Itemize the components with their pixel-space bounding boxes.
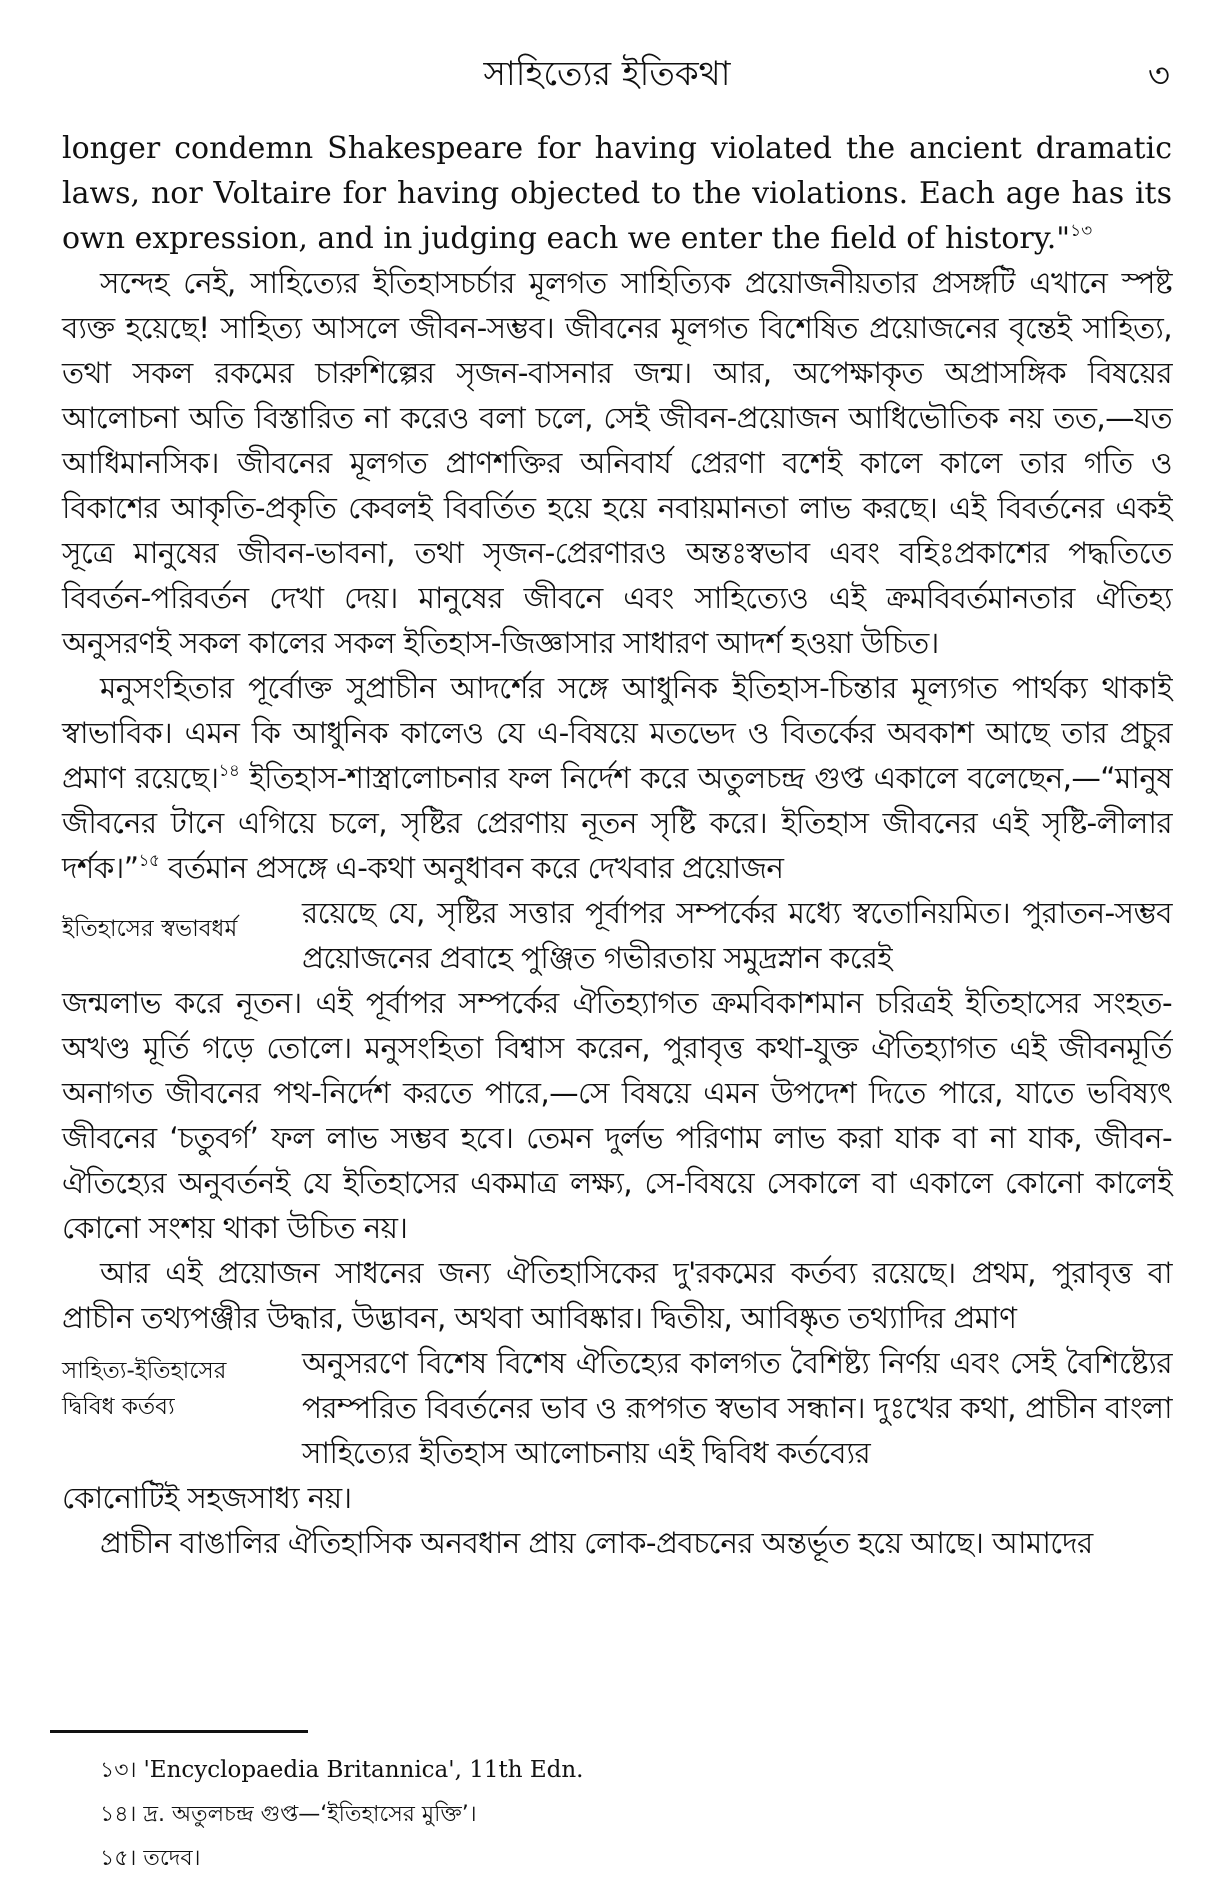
footnote-number: ১৪। <box>100 1802 137 1827</box>
footnote-text: 'Encyclopaedia Britannica', 11th Edn. <box>143 1757 584 1783</box>
paragraph-2-part-b: ইতিহাস-শাস্ত্রালোচনার ফল নির্দেশ করে অতুলচন্দ্র গুপ্ত একালে বলেছেন,—“মানুষ জীবনের টানে এগিয়ে চলে, সৃষ্টির প্রেরণায় নূতন সৃষ্টি করে। ইতিহাস জীবনের এই সৃষ্টি-লীলার দর্শক।” <box>62 761 1172 885</box>
margin-note-2-line-2: দ্বিবিধ কর্তব্য <box>62 1394 175 1420</box>
paragraph-2-side-text: রয়েছে যে, সৃষ্টির সত্তার পূর্বাপর সম্পর্কের মধ্যে স্বতোনিয়মিত। পুরাতন-সম্ভব প্রয়োজনের প্রবাহে পুঞ্জিত গভীরতায় সমুদ্রস্নান করেই <box>302 896 1172 975</box>
footnote-text: তদেব। <box>143 1846 201 1871</box>
margin-note-2-line-1: সাহিত্য-ইতিহাসের <box>62 1358 227 1384</box>
paragraph-2-part-a: মনুসংহিতার পূর্বোক্ত সুপ্রাচীন আদর্শের সঙ্গে আধুনিক ইতিহাস-চিন্তার মূল্যগত পার্থক্য থাকাই স্বাভাবিক। এমন কি আধুনিক কালেও যে এ-বিষয়ে মতভেদ ও বিতর্কের অবকাশ আছে তার প্রচুর প্রমাণ রয়েছে। <box>62 671 1172 795</box>
paragraph-1: সন্দেহ নেই, সাহিত্যের ইতিহাসচর্চার মূলগত সাহিত্যিক প্রয়োজনীয়তার প্রসঙ্গটি এখানে স্পষ্ট ব্যক্ত হয়েছে! সাহিত্য আসলে জীবন-সম্ভব। জীবনের মূলগত বিশেষিত প্রয়োজনের বৃন্তেই সাহিত্য, তথা সকল রকমের চারুশিল্পের সৃজন-বাসনার জন্ম। আর, অপেক্ষাকৃত অপ্রাসঙ্গিক বিষয়ের আলোচনা অতি বিস্তারিত না করেও বলা চলে, সেই জীবন-প্রয়োজন আধিভৌতিক নয় তত,—যত আধিমানসিক। জীবনের মূলগত প্রাণশক্তির অনিবার্য প্রেরণা বশেই কালে কালে তার গতি ও বিকাশের আকৃতি-প্রকৃতি কেবলই বিবর্তিত হয়ে হয়ে নবায়মানতা লাভ করছে। এই বিবর্তনের একই সূত্রে মানুষের জীবন-ভাবনা, তথা সৃজন-প্রেরণারও অন্তঃস্বভাব এবং বহিঃপ্রকাশের পদ্ধতিতে বিবর্তন-পরিবর্তন দেখা দেয়। মানুষের জীবনে এবং সাহিত্যেও এই ক্রমবিবর্তমানতার ঐতিহ্য অনুসরণই সকল কালের সকল ইতিহাস-জিজ্ঞাসার সাধারণ আদর্শ হওয়া উচিত। <box>62 266 1172 660</box>
footnote-number: ১৩। <box>100 1758 137 1783</box>
page-number: ৩ <box>1147 56 1170 96</box>
paragraph-4: প্রাচীন বাঙালির ঐতিহাসিক অনবধান প্রায় লোক-প্রবচনের অন্তর্ভূত হয়ে আছে। আমাদের <box>100 1526 1093 1560</box>
footnote-ref-14: ১৪ <box>218 761 240 781</box>
margin-note-row-2 <box>62 1341 1172 1476</box>
footnotes <box>100 1748 1100 1881</box>
footnote-ref-13: ১৩ <box>1070 221 1093 241</box>
paragraph-2-continued: জন্মলাভ করে নূতন। এই পূর্বাপর সম্পর্কের ঐতিহ্যাগত ক্রমবিকাশমান চরিত্রই ইতিহাসের সংহত-অখণ্ড মূর্তি গড়ে তোলে। মনুসংহিতা বিশ্বাস করেন, পুরাবৃত্ত কথা-যুক্ত ঐতিহ্যাগত এই জীবনমূর্তি অনাগত জীবনের পথ-নির্দেশ করতে পারে,—সে বিষয়ে এমন উপদেশ দিতে পারে, যাতে ভবিষ্যৎ জীবনের ‘চতুবর্গ’ ফল লাভ সম্ভব হবে। তেমন দুর্লভ পরিণাম লাভ করা যাক বা না যাক, জীবন-ঐতিহ্যের অনুবর্তনই যে ইতিহাসের একমাত্র লক্ষ্য, সে-বিষয়ে সেকালে বা একালে কোনো কালেই কোনো সংশয় থাকা উচিত নয়। <box>62 986 1172 1245</box>
quote-text: longer condemn Shakespeare for having violated the ancient dramatic laws, nor Voltaire for having objected to the violations. Each age has its own expression, and in judging each we enter the field of history." <box>62 131 1172 256</box>
footnote-divider <box>50 1730 308 1733</box>
english-quote <box>62 126 1172 261</box>
paragraph-2-part-c: বর্তমান প্রসঙ্গে এ-কথা অনুধাবন করে দেখবার প্রয়োজন <box>159 851 784 885</box>
footnote-14 <box>100 1793 1100 1837</box>
margin-note-row-1 <box>62 891 1172 981</box>
paragraph-3-side-text: অনুসরণে বিশেষ বিশেষ ঐতিহ্যের কালগত বৈশিষ্ট্য নির্ণয় এবং সেই বৈশিষ্ট্যের পরম্পরিত বিবর্তনের ভাব ও রূপগত স্বভাব সন্ধান। দুঃখের কথা, প্রাচীন বাংলা সাহিত্যের ইতিহাস আলোচনায় এই দ্বিবিধ কর্তব্যের <box>302 1346 1172 1470</box>
body-text <box>62 126 1172 1566</box>
running-head: সাহিত্যের ইতিকথা <box>483 54 731 94</box>
margin-note-twofold-duty <box>62 1341 302 1425</box>
footnote-13 <box>100 1748 1100 1793</box>
paragraph-2 <box>62 666 1172 891</box>
paragraph-3-continued: কোনোটিই সহজসাধ্য নয়। <box>62 1481 352 1515</box>
footnote-ref-15: ১৫ <box>138 851 160 871</box>
footnote-text: দ্র. অতুলচন্দ্র গুপ্ত—‘ইতিহাসের মুক্তি’। <box>143 1802 477 1827</box>
paragraph-3: আর এই প্রয়োজন সাধনের জন্য ঐতিহাসিকের দু'রকমের কর্তব্য রয়েছে। প্রথম, পুরাবৃত্ত বা প্রাচীন তথ্যপঞ্জীর উদ্ধার, উদ্ভাবন, অথবা আবিষ্কার। দ্বিতীয়, আবিষ্কৃত তথ্যাদির প্রমাণ <box>62 1256 1172 1335</box>
footnote-number: ১৫। <box>100 1846 137 1871</box>
margin-note-history-nature: ইতিহাসের স্বভাবধর্ম <box>62 916 238 942</box>
footnote-15 <box>100 1837 1100 1881</box>
